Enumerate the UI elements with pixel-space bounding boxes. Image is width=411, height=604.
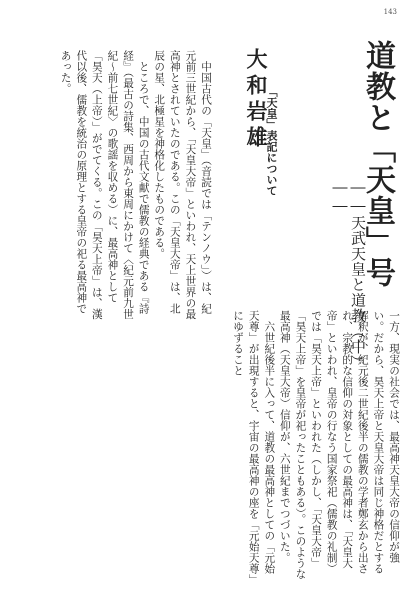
- author-name: 大和岩雄: [244, 48, 269, 152]
- section-heading: 「天皇」表記について: [265, 86, 278, 196]
- paragraph: 一方、現実の社会では、最高神天皇大帝の信仰が強い。だから、昊天上帝と天皇大帝は同じ神格だとする解釈が、紀元後二世紀後半の儒教の学者鄭玄から出され、宗教的な信仰の対象としての最高神は、「天皇大帝」といわれ、皇帝の行なう国家祭祀（儒教の礼制）では「昊天上帝」といわれた（しかし、「天皇大帝」「昊天上帝」を皇帝が祀ったこともある）。このような最高神（天皇大帝）信仰が、六世紀までつづいた。: [278, 310, 400, 580]
- lower-text-block: [15, 310, 401, 580]
- article-subtitle: ――天武天皇と道教（中）――: [331, 178, 367, 370]
- article-title: 道教と「天皇」号: [360, 40, 395, 288]
- paragraph: 中国古代の「天皇」（音読では「テンノウ」）は、紀元前三世紀から、「天皇大帝」といわれ、天上世界の最高神とされていたのである。この「天皇大帝」は、北辰の星、北極星を神格化したものである。: [153, 50, 212, 320]
- page-number: 143: [383, 8, 397, 16]
- paragraph: 六世紀後半に入って、道教の最高神としての「元始天尊」が出現すると、宇宙の最高神の座を「元始天尊」にゆずること: [232, 310, 276, 580]
- paragraph: ところで、中国の古代文献で儒教の経典である『詩経』（最古の詩集、西周から東周にかけて〈紀元前九世紀〜前七世紀〉の歌謡を収める）に、最高神として「昊天（上帝）」がでてくる。この「昊天上帝」は、漢代以後、儒教を統治の原理とする皇帝の祀る最高神であった。: [59, 50, 150, 320]
- upper-text-block: [3, 50, 213, 320]
